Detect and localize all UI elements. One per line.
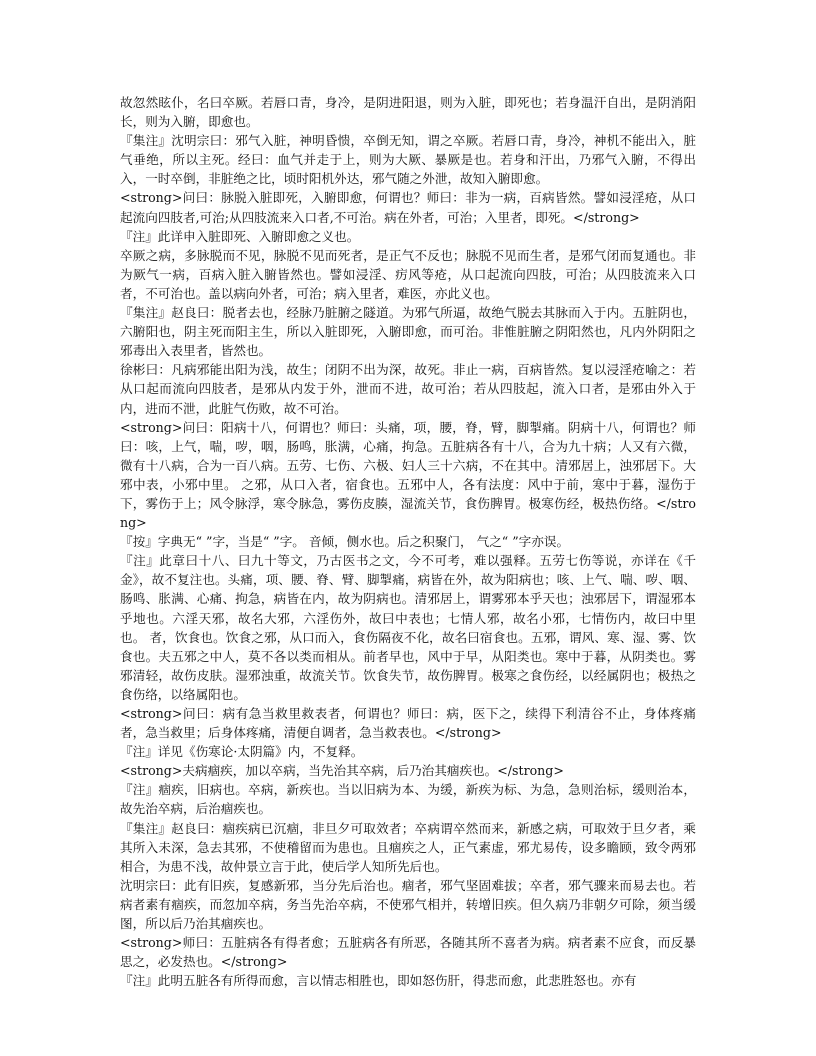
annotation-paragraph: 『按』字典无“ ”字，当是“ ”字。 音倾，侧水也。后之积聚门， 气之“ ”字亦误。 bbox=[120, 534, 570, 550]
annotation-paragraph: 『注』痼疾，旧病也。卒病，新疾也。当以旧病为本、为缓，新疾为标、为急，急则治标，缓则治本，故先治卒病，后治痼疾也。 bbox=[120, 782, 696, 817]
text-paragraph: 卒厥之病，多脉脱而不见，脉脱不见而死者，是正气不反也；脉脱不见而生者，是邪气闭而复通也。非为厥气一病，百病入脏入腑皆然也。譬如浸淫、疠风等疮，从口起流向四肢，可治；从四肢流来入口者，不可治也。盖以病向外者，可治；病入里者，难医，亦此义也。 bbox=[120, 247, 696, 301]
annotation-paragraph: 『集注』沈明宗曰：邪气入脏，神明昏愦，卒倒无知，谓之卒厥。若唇口青，身冷，神机不能出入，脏气垂绝，所以主死。经曰：血气并走于上，则为大厥、暴厥是也。若身和汗出，乃邪气入腑，不得出入，一时卒倒，非脏绝之比，顷时阳机外达，邪气随之外泄，故知入腑即愈。 bbox=[120, 133, 696, 187]
text-paragraph: 沈明宗曰：此有旧疾，复感新邪，当分先后治也。痼者，邪气坚固难拔；卒者，邪气骤来而易去也。若病者素有痼疾，而忽加卒病，务当先治卒病，不使邪气相并，转增旧疾。但久病乃非朝夕可除，须当缓图，所以后乃治其痼疾也。 bbox=[120, 877, 696, 932]
annotation-paragraph: 『集注』赵良曰：脱者去也，经脉乃脏腑之隧道。为邪气所逼，故绝气脱去其脉而入于内。五脏阴也，六腑阳也，阴主死而阳主生，所以入脏即死，入腑即愈，而可治。非惟脏腑之阴阳然也，凡内外阴阳之邪毒出入表里者，皆然也。 bbox=[120, 305, 696, 359]
annotation-paragraph: 『注』此明五脏各有所得而愈，言以情志相胜也，即如怒伤肝，得悲而愈，此悲胜怒也。亦有 bbox=[120, 973, 637, 989]
text-paragraph: 故忽然眩仆，名曰卒厥。若唇口青，身冷，是阴进阳退，则为入脏，即死也；若身温汗自出，是阴消阳长，则为入腑，即愈也。 bbox=[120, 95, 696, 130]
question-paragraph: <strong>问曰：阳病十八，何谓也？师曰：头痛，项，腰，脊，臂，脚掣痛。阴病十八，何谓也？师曰：咳，上气，喘，哕，咽，肠鸣，胀满，心痛，拘急。五脏病各有十八，合为九十病；人又有六微，微有十八病，合为一百八病。五劳、七伤、六极、妇人三十六病，不在其中。清邪居上，浊邪居下。大邪中表，小邪中里。 之邪，从口入者，宿食也。五邪中人，各有法度：风中于前，寒中于暮，湿伤于下，雾伤于上；风令脉浮，寒令脉急，雾伤皮腠，湿流关节，食伤脾胃。极寒伤经，极热伤络。</strong> bbox=[120, 419, 696, 531]
question-paragraph: <strong>问曰：脉脱入脏即死，入腑即愈，何谓也？师曰：非为一病，百病皆然。譬如浸淫疮，从口起流向四肢者,可治;从四肢流来入口者,不可治。病在外者，可治；入里者，即死。</strong> bbox=[120, 190, 696, 225]
question-paragraph: <strong>夫病痼疾，加以卒病，当先治其卒病，后乃治其痼疾也。</strong> bbox=[120, 763, 564, 779]
question-paragraph: <strong>师曰：五脏病各有得者愈；五脏病各有所恶，各随其所不喜者为病。病者素不应食，而反暴思之，必发热也。</strong> bbox=[120, 935, 696, 970]
annotation-paragraph: 『注』详见《伤寒论·太阴篇》内，不复释。 bbox=[120, 744, 364, 760]
annotation-paragraph: 『集注』赵良曰：痼疾病已沉痼，非旦夕可取效者；卒病谓卒然而来，新感之病，可取效于旦夕者，乘其所入未深，急去其邪，不使稽留而为患也。且痼疾之人，正气素虚，邪尤易传，设多瞻顾，致令两邪相合，为患不浅，故仲景立言于此，使后学人知所先后也。 bbox=[120, 820, 696, 874]
annotation-paragraph: 『注』此章曰十八、曰九十等文，乃古医书之文，今不可考，难以强释。五劳七伤等说，亦详在《千金》，故不复注也。头痛，项、腰、脊、臂、脚掣痛，病皆在外，故为阳病也；咳、上气、喘、哕、咽、肠鸣、胀满、心痛、拘急，病皆在内，故为阴病也。清邪居上，谓雾邪本乎天也；浊邪居下，谓湿邪本乎地也。六淫天邪，故名大邪，六淫伤外，故曰中表也；七情人邪，故名小邪，七情伤内，故曰中里也。 者，饮食也。饮食之邪，从口而入，食伤隔夜不化，故名曰宿食也。五邪，谓风、寒、湿、雾、饮食也。夫五邪之中人，莫不各以类而相从。前者早也，风中于早，从阳类也。寒中于暮，从阴类也。雾邪清轻，故伤皮肤。湿邪浊重，故流关节。饮食失节，故伤脾胃。极寒之食伤经，以经属阴也；极热之食伤络，以络属阳也。 bbox=[120, 553, 696, 702]
question-paragraph: <strong>问曰：病有急当救里救表者，何谓也？师曰：病，医下之，续得下利清谷不止，身体疼痛者，急当救里；后身体疼痛，清便自调者，急当救表也。</strong> bbox=[120, 706, 696, 741]
annotation-paragraph: 『注』此详申入脏即死、入腑即愈之义也。 bbox=[120, 228, 360, 244]
text-paragraph: 徐彬曰：凡病邪能出阳为浅，故生；闭阴不出为深，故死。非止一病，百病皆然。复以浸淫疮喻之：若从口起而流向四肢者，是邪从内发于外，泄而不进，故可治；若从四肢起，流入口者，是邪由外入于内，进而不泄，此脏气伤败，故不可治。 bbox=[120, 362, 696, 416]
